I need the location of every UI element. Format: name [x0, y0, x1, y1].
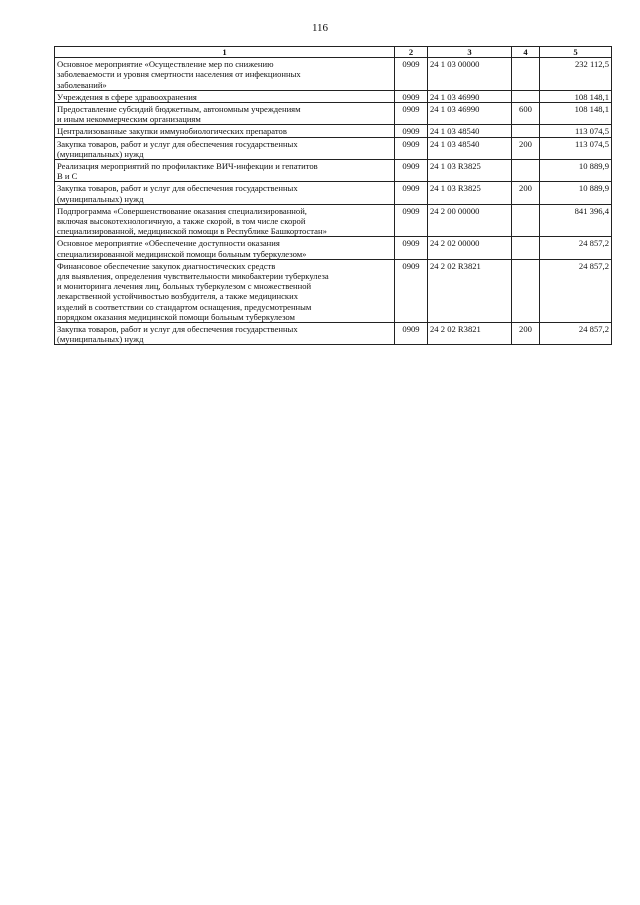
row-section-cell: 0909 — [395, 125, 428, 137]
row-name-cell: Закупка товаров, работ и услуг для обеспечения государственных (муниципальных) нужд — [55, 323, 395, 345]
table-row — [55, 160, 612, 182]
row-target-article-cell: 24 1 03 46990 — [428, 103, 512, 125]
row-name-cell: Учреждения в сфере здравоохранения — [55, 90, 395, 102]
header-col-3: 3 — [428, 47, 512, 58]
row-expense-type-cell — [512, 160, 540, 182]
row-target-article-cell: 24 2 02 00000 — [428, 237, 512, 259]
row-target-article-cell: 24 1 03 48540 — [428, 137, 512, 159]
table-row — [55, 58, 612, 91]
row-name-cell: Основное мероприятие «Обеспечение доступности оказания специализированной медицинской помощи больным туберкулезом» — [55, 237, 395, 259]
budget-table — [54, 46, 612, 345]
row-target-article-cell: 24 1 03 48540 — [428, 125, 512, 137]
table-row — [55, 103, 612, 125]
row-amount-cell: 10 889,9 — [540, 160, 612, 182]
row-name-cell: Закупка товаров, работ и услуг для обеспечения государственных (муниципальных) нужд — [55, 182, 395, 204]
row-name-cell: Реализация мероприятий по профилактике ВИЧ-инфекции и гепатитов В и С — [55, 160, 395, 182]
header-col-5: 5 — [540, 47, 612, 58]
table-row — [55, 323, 612, 345]
row-amount-cell: 108 148,1 — [540, 90, 612, 102]
row-expense-type-cell — [512, 58, 540, 91]
row-expense-type-cell — [512, 204, 540, 237]
row-expense-type-cell — [512, 259, 540, 322]
header-row — [55, 47, 612, 58]
row-amount-cell: 113 074,5 — [540, 125, 612, 137]
row-name-cell: Предоставление субсидий бюджетным, автономным учреждениям и иным некоммерческим организациям — [55, 103, 395, 125]
row-name-cell: Закупка товаров, работ и услуг для обеспечения государственных (муниципальных) нужд — [55, 137, 395, 159]
row-section-cell: 0909 — [395, 90, 428, 102]
row-expense-type-cell: 200 — [512, 137, 540, 159]
row-amount-cell: 24 857,2 — [540, 323, 612, 345]
row-amount-cell: 24 857,2 — [540, 259, 612, 322]
row-section-cell: 0909 — [395, 259, 428, 322]
row-target-article-cell: 24 1 03 00000 — [428, 58, 512, 91]
row-expense-type-cell — [512, 90, 540, 102]
row-name-cell: Финансовое обеспечение закупок диагностических средств для выявления, определения чувствительности микобактерии туберкулеза и мониторинга лечения лиц, больных туберкулезом с множественной лекарственной устойчивостью возбудителя, а также медицинских изделий в соответствии со стандартом оснащения, предусмотренным порядком оказания медицинской помощи больным туберкулезом — [55, 259, 395, 322]
row-amount-cell: 841 396,4 — [540, 204, 612, 237]
row-target-article-cell: 24 1 03 46990 — [428, 90, 512, 102]
row-target-article-cell: 24 2 02 R3821 — [428, 259, 512, 322]
row-section-cell: 0909 — [395, 137, 428, 159]
row-expense-type-cell — [512, 125, 540, 137]
header-col-2: 2 — [395, 47, 428, 58]
row-section-cell: 0909 — [395, 323, 428, 345]
row-expense-type-cell — [512, 237, 540, 259]
row-name-cell: Основное мероприятие «Осуществление мер по снижению заболеваемости и уровня смертности населения от инфекционных заболеваний» — [55, 58, 395, 91]
row-amount-cell: 10 889,9 — [540, 182, 612, 204]
row-section-cell: 0909 — [395, 58, 428, 91]
page-number: 116 — [311, 22, 329, 34]
row-amount-cell: 232 112,5 — [540, 58, 612, 91]
table-row — [55, 90, 612, 102]
row-expense-type-cell: 200 — [512, 323, 540, 345]
header-col-4: 4 — [512, 47, 540, 58]
row-target-article-cell: 24 2 02 R3821 — [428, 323, 512, 345]
row-name-cell: Подпрограмма «Совершенствование оказания специализированной, включая высокотехнологичную, а также скорой, в том числе скорой специализированной, медицинской помощи в Республике Башкортостан» — [55, 204, 395, 237]
table-row — [55, 125, 612, 137]
row-expense-type-cell: 600 — [512, 103, 540, 125]
table-row — [55, 259, 612, 322]
row-section-cell: 0909 — [395, 204, 428, 237]
row-section-cell: 0909 — [395, 160, 428, 182]
row-target-article-cell: 24 1 03 R3825 — [428, 182, 512, 204]
row-target-article-cell: 24 1 03 R3825 — [428, 160, 512, 182]
row-section-cell: 0909 — [395, 237, 428, 259]
table-row — [55, 237, 612, 259]
table-row — [55, 204, 612, 237]
row-name-cell: Централизованные закупки иммунобиологических препаратов — [55, 125, 395, 137]
row-target-article-cell: 24 2 00 00000 — [428, 204, 512, 237]
row-expense-type-cell: 200 — [512, 182, 540, 204]
table-row — [55, 137, 612, 159]
row-amount-cell: 108 148,1 — [540, 103, 612, 125]
row-amount-cell: 24 857,2 — [540, 237, 612, 259]
row-section-cell: 0909 — [395, 103, 428, 125]
row-section-cell: 0909 — [395, 182, 428, 204]
header-col-1: 1 — [55, 47, 395, 58]
table-row — [55, 182, 612, 204]
row-amount-cell: 113 074,5 — [540, 137, 612, 159]
